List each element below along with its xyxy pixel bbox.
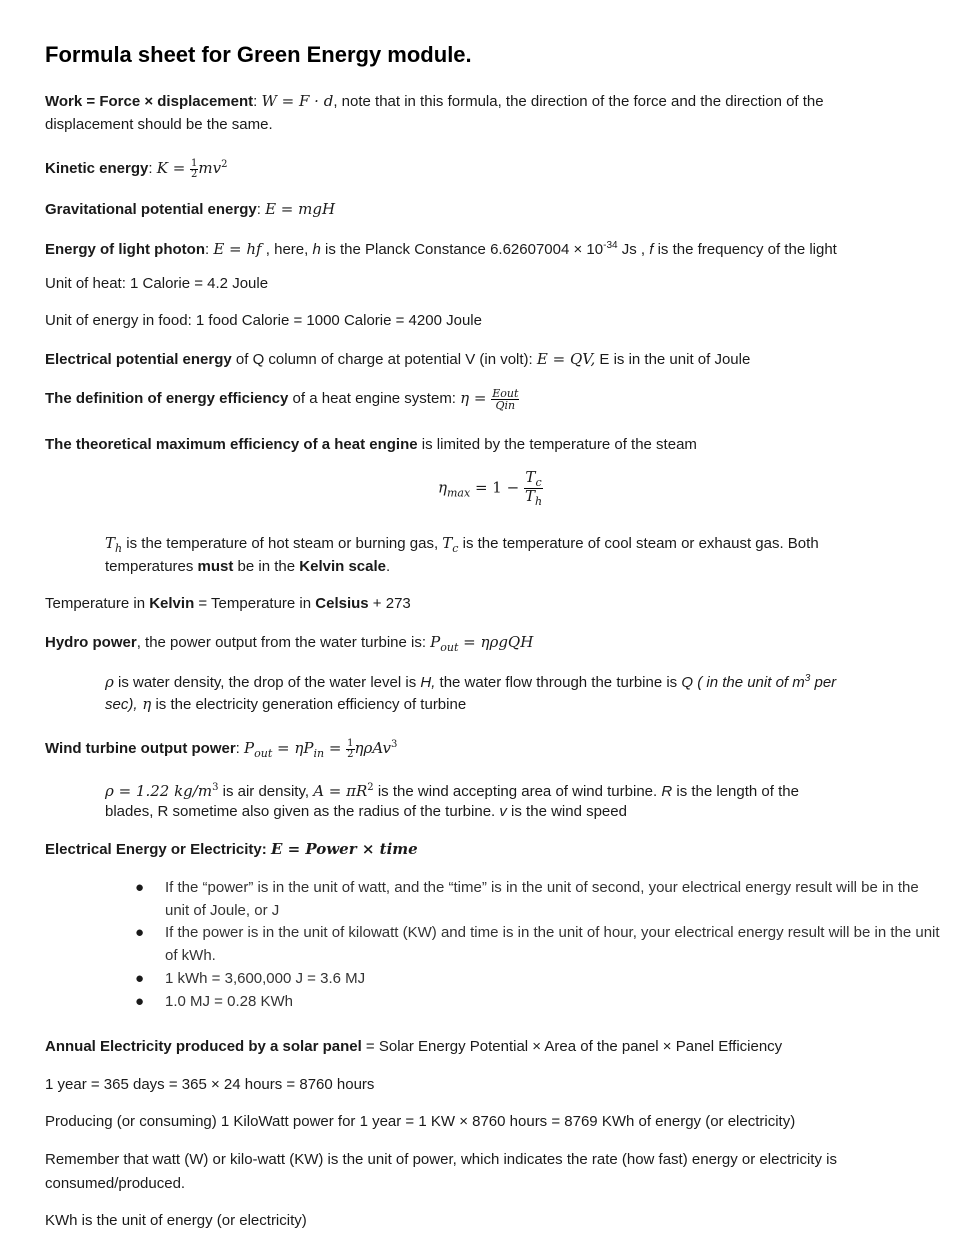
bullet-text: If the power is in the unit of kilowatt (KW) and time is in the unit of hour, your electrical energy result will be in the unit of kWh.: [165, 924, 940, 964]
hydro-note-1: [105, 667, 836, 695]
wind-density: ρ = 1.22 kg/m: [105, 782, 213, 800]
wind-area: A = πR: [313, 782, 368, 800]
kinetic-rhs: mv: [198, 159, 222, 177]
electricity-label: Electrical Energy or Electricity:: [45, 841, 271, 858]
th-sub: h: [115, 542, 123, 555]
hydro-note-1d: the water flow through the turbine is: [435, 674, 682, 691]
wind-density-exp: 3: [212, 782, 219, 793]
max-efficiency-label: The theoretical maximum efficiency of a heat engine: [45, 436, 418, 453]
remember-line: Remember that watt (W) or kilo-watt (KW) is the unit of power, which indicates the rate (how fast) energy or electricity is consumed/produced.: [45, 1151, 837, 1192]
wind-eq: =: [324, 739, 347, 757]
heat-unit: Unit of heat: 1 Calorie = 4.2 Joule: [45, 275, 269, 292]
efficiency-label: The definition of energy efficiency: [45, 390, 289, 407]
hydro-eta: η: [137, 695, 152, 713]
photon-text-3: Js ,: [617, 241, 650, 258]
hydro-q-per: per: [810, 674, 837, 691]
wind-exp: 3: [391, 739, 398, 750]
wind-p: P: [244, 739, 255, 757]
bullet-text: 1.0 MJ = 0.28 KWh: [165, 993, 293, 1010]
hydro-p-sub: out: [440, 641, 459, 654]
hydro-label: Hydro power: [45, 634, 137, 651]
wind-den: 2: [347, 748, 354, 760]
kinetic-label: Kinetic energy: [45, 160, 149, 177]
tc-text: is the temperature of cool steam or exhaust gas. Both: [458, 535, 819, 552]
hydro-line: [45, 630, 533, 660]
hydro-sec: sec),: [105, 696, 138, 713]
max-num-sub: c: [535, 476, 542, 489]
work-line: Work = Force × displacement: W = F · d, note that in this formula, the direction of the force and the direction of the: [45, 92, 824, 110]
kelvin-d: Celsius: [315, 595, 369, 612]
photon-exponent: -34: [603, 240, 618, 251]
kelvin-e: + 273: [368, 595, 411, 612]
efficiency-lhs: η =: [460, 389, 492, 407]
solar-text: = Solar Energy Potential × Area of the panel × Panel Efficiency: [361, 1038, 783, 1055]
page-title: Formula sheet for Green Energy module.: [45, 42, 472, 67]
th-text: is the temperature of hot steam or burning gas,: [122, 535, 443, 552]
solar-line: [45, 1035, 782, 1059]
max-den: T: [524, 487, 535, 505]
kw-year-line: Producing (or consuming) 1 KiloWatt power for 1 year = 1 KW × 8760 hours = 8769 KWh of energy (or electricity): [45, 1113, 796, 1130]
kinetic-num: 1: [191, 157, 198, 169]
photon-f: f: [649, 241, 654, 258]
eta-max-sub: max: [447, 486, 471, 500]
efficiency-num: Eout: [492, 386, 519, 400]
wind-label: Wind turbine output power: [45, 740, 236, 757]
hydro-note-1b: is water density, the drop of the water level is: [113, 674, 421, 691]
wind-fraction: [346, 739, 354, 760]
hydro-note-2c: is the electricity generation efficiency of turbine: [151, 696, 467, 713]
gravitational-formula: E = mgH: [265, 200, 336, 218]
photon-h: h: [312, 241, 321, 258]
hydro-h: H,: [420, 674, 436, 691]
wind-note-2: [105, 800, 627, 824]
gravitational-label: Gravitational potential energy: [45, 201, 257, 218]
max-den-sub: h: [534, 495, 543, 508]
kinetic-lhs: K =: [156, 159, 191, 177]
eta-max: η: [438, 478, 447, 497]
electrical-potential-tail: E is in the unit of Joule: [595, 351, 751, 368]
temp-note-2c: be in the: [233, 558, 300, 575]
efficiency-text: of a heat engine system:: [288, 390, 461, 407]
bullet-icon: ●: [135, 970, 145, 987]
hydro-text: , the power output from the water turbine is:: [136, 634, 431, 651]
hydro-note-2: [105, 692, 466, 717]
temp-note-2: [105, 555, 390, 579]
bullet-icon: ●: [135, 993, 145, 1010]
wind-r: R: [661, 783, 673, 800]
tc-symbol: T: [442, 534, 453, 552]
efficiency-line: [45, 386, 519, 411]
food-unit: Unit of energy in food: 1 food Calorie = 1000 Calorie = 4200 Joule: [45, 312, 482, 329]
wind-eta-p: = ηP: [272, 739, 314, 757]
th-symbol: T: [105, 534, 116, 552]
hydro-p: P: [430, 633, 441, 651]
max-efficiency-formula: [438, 470, 543, 507]
bullet-icon: ●: [135, 879, 145, 896]
wind-pin-sub: in: [313, 747, 325, 760]
solar-label: Annual Electricity produced by a solar panel: [45, 1038, 362, 1055]
photon-label: Energy of light photon: [45, 241, 205, 258]
photon-text-2: is the Planck Constance 6.62607004 × 10: [320, 241, 604, 258]
temp-note-2e: .: [386, 558, 391, 575]
wind-area-exp: 2: [367, 782, 374, 793]
work-formula: W = F · d: [261, 92, 334, 110]
electrical-potential-line: [45, 347, 750, 372]
work-note: , note that in this formula, the direction of the force and the direction of the: [333, 93, 824, 110]
temp-note-2a: temperatures: [105, 558, 198, 575]
electrical-potential-label: Electrical potential energy: [45, 351, 232, 368]
max-efficiency-line: [45, 433, 697, 457]
hydro-formula: = ηρgQH: [458, 633, 534, 651]
kinetic-den: 2: [191, 168, 198, 180]
bullet-text: If the “power” is in the unit of watt, and the “time” is in the unit of second, your electrical energy result will be in the unit of Joule, or J: [165, 879, 919, 919]
temp-note-kelvin: Kelvin scale: [299, 558, 386, 575]
wind-p-sub: out: [254, 747, 273, 760]
wind-sep: :: [235, 740, 245, 757]
kwh-unit-line: KWh is the unit of energy (or electricity): [45, 1212, 307, 1229]
gravitational-line: Gravitational potential energy: E = mgH: [45, 200, 336, 218]
bullet-text: 1 kWh = 3,600,000 J = 3.6 MJ: [165, 970, 366, 987]
electricity-formula: E = Power × time: [270, 840, 418, 858]
kelvin-c: = Temperature in: [194, 595, 316, 612]
kelvin-b: Kelvin: [149, 595, 195, 612]
max-fraction: [524, 470, 543, 507]
tc-sub: c: [452, 542, 459, 555]
hydro-rho: ρ: [105, 673, 114, 691]
efficiency-den: Qin: [495, 398, 516, 412]
efficiency-fraction: [491, 388, 519, 411]
bullet-icon: ●: [135, 924, 145, 941]
electricity-line: [45, 837, 418, 862]
photon-text-4: is the frequency of the light: [653, 241, 837, 258]
max-num: T: [525, 468, 536, 486]
wind-note-2a: blades, R sometime also given as the radius of the turbine.: [105, 803, 500, 820]
kelvin-a: Temperature in: [45, 595, 150, 612]
year-line: 1 year = 365 days = 365 × 24 hours = 8760 hours: [45, 1076, 375, 1093]
max-eq: = 1 −: [470, 478, 524, 497]
wind-v: v: [499, 803, 507, 820]
photon-formula: E = hf: [213, 240, 262, 258]
hydro-q-exp: 3: [804, 673, 811, 684]
wind-note-2c: is the wind speed: [506, 803, 627, 820]
photon-text-1: , here,: [261, 241, 313, 258]
kinetic-line: Kinetic energy: K = $\frac{1}{2}$ $mv^2$: [45, 157, 228, 180]
work-label: Work = Force × displacement: [45, 93, 254, 110]
wind-formula-rest: ηρAv: [354, 739, 392, 757]
hydro-q: Q ( in the unit of m: [681, 674, 805, 691]
kelvin-line: [45, 592, 411, 616]
temp-note-must: must: [197, 558, 234, 575]
wind-note-1b: is air density,: [218, 783, 314, 800]
max-efficiency-text: is limited by the temperature of the steam: [417, 436, 697, 453]
electrical-potential-formula: E = QV,: [536, 350, 596, 368]
electrical-potential-text: of Q column of charge at potential V (in volt):: [231, 351, 537, 368]
wind-note-1f: is the length of the: [672, 783, 799, 800]
photon-line: Energy of light photon: E = hf , here, h is the Planck Constance $6.62607004 \times 10^{-34}$ Js , f is the frequency of the light: [45, 240, 837, 258]
work-note-2: displacement should be the same.: [45, 116, 273, 133]
kinetic-exp: 2: [221, 159, 228, 170]
wind-note-1d: is the wind accepting area of wind turbine.: [373, 783, 662, 800]
wind-line: [45, 733, 397, 766]
wind-num: 1: [347, 737, 354, 749]
